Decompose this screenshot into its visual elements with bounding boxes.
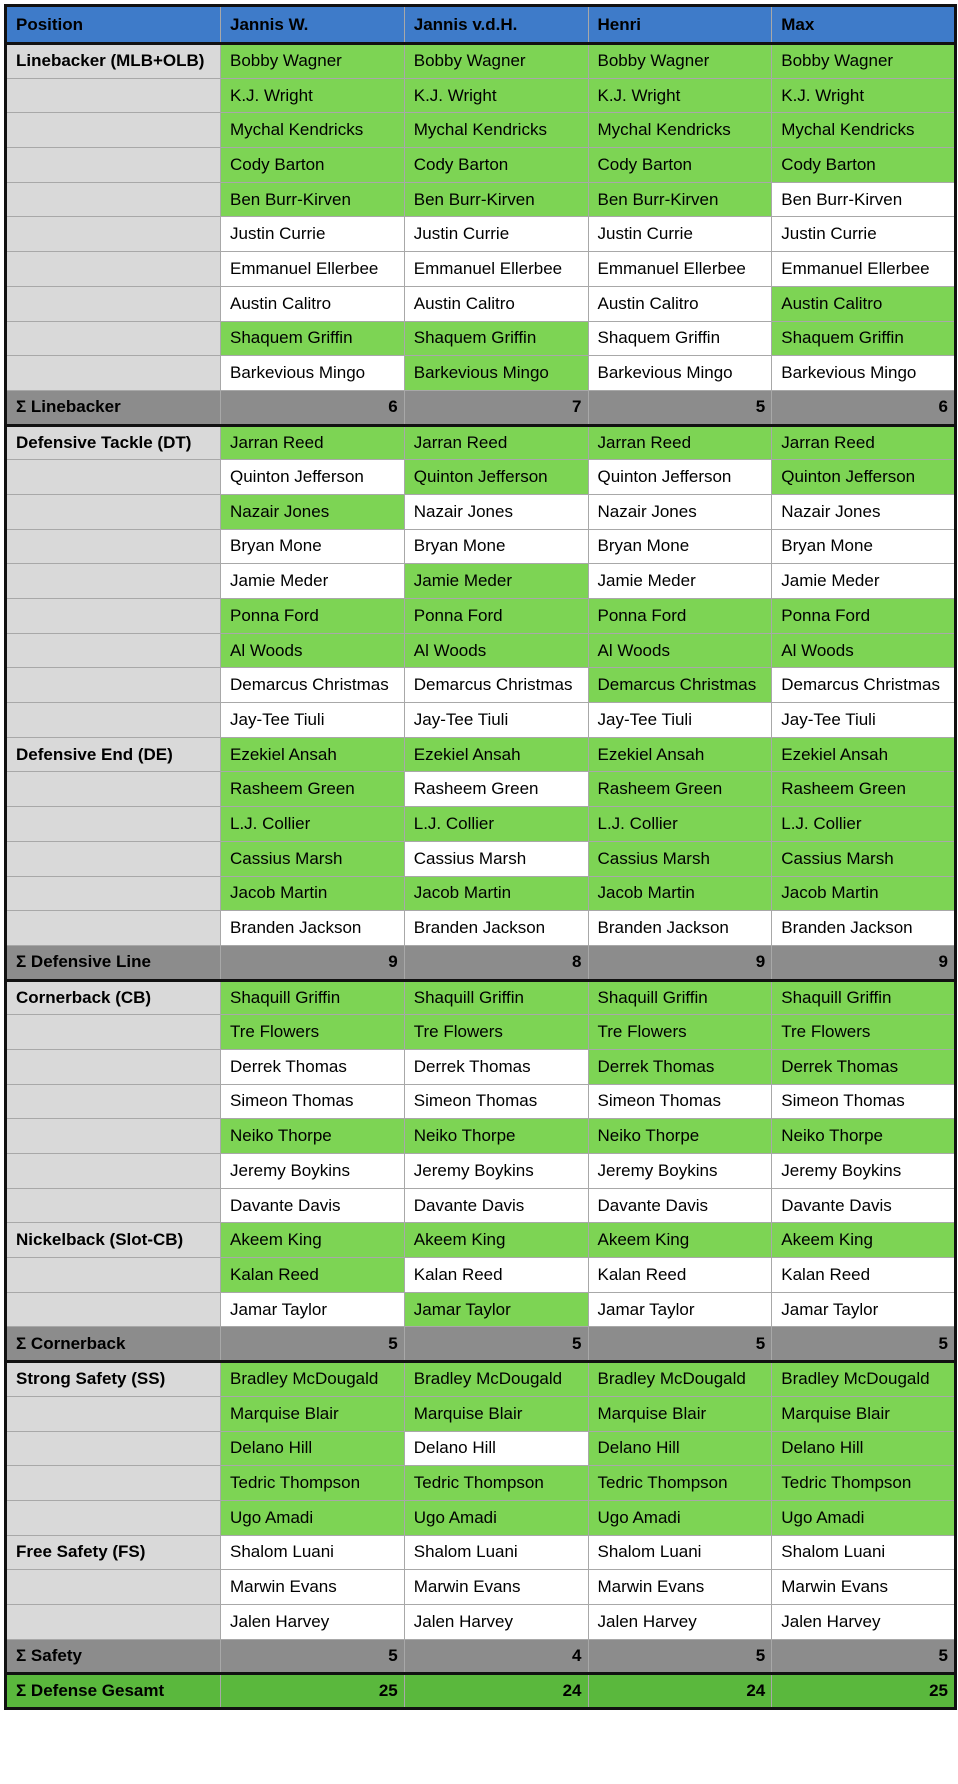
player-cell-col-1[interactable]: Jacob Martin xyxy=(221,876,405,911)
player-cell-col-4[interactable]: Emmanuel Ellerbee xyxy=(772,252,956,287)
player-cell-col-2[interactable]: Jamie Meder xyxy=(404,564,588,599)
player-cell-col-3[interactable]: Jalen Harvey xyxy=(588,1604,772,1639)
table-row xyxy=(6,911,956,946)
player-cell-col-1[interactable]: Demarcus Christmas xyxy=(221,668,405,703)
player-cell-col-1[interactable]: Cassius Marsh xyxy=(221,841,405,876)
player-cell-col-3[interactable]: Ugo Amadi xyxy=(588,1500,772,1535)
sum-value-col-2: 8 xyxy=(404,945,588,980)
table-row xyxy=(6,772,956,807)
player-cell-col-4[interactable]: Mychal Kendricks xyxy=(772,113,956,148)
player-cell-col-4[interactable]: Barkevious Mingo xyxy=(772,356,956,391)
player-cell-col-3[interactable]: Bradley McDougald xyxy=(588,1362,772,1397)
position-cell: Cornerback (CB) xyxy=(6,980,221,1015)
sum-value-col-3: 5 xyxy=(588,1327,772,1362)
player-cell-col-1[interactable]: Ezekiel Ansah xyxy=(221,737,405,772)
position-cell: Strong Safety (SS) xyxy=(6,1362,221,1397)
player-cell-col-1[interactable]: Davante Davis xyxy=(221,1188,405,1223)
player-cell-col-3[interactable]: L.J. Collier xyxy=(588,807,772,842)
sum-value-col-4: 9 xyxy=(772,945,956,980)
position-cell xyxy=(6,1049,221,1084)
player-cell-col-4[interactable]: Justin Currie xyxy=(772,217,956,252)
player-cell-col-1[interactable]: Ponna Ford xyxy=(221,599,405,634)
player-cell-col-2[interactable]: Jarran Reed xyxy=(404,425,588,460)
player-cell-col-1[interactable]: Shaquem Griffin xyxy=(221,321,405,356)
position-cell: Defensive Tackle (DT) xyxy=(6,425,221,460)
table-row xyxy=(6,703,956,738)
player-cell-col-3[interactable]: Tre Flowers xyxy=(588,1015,772,1050)
player-cell-col-2[interactable]: Shaquill Griffin xyxy=(404,980,588,1015)
sum-label: Σ Linebacker xyxy=(6,390,221,425)
player-cell-col-2[interactable]: Quinton Jefferson xyxy=(404,460,588,495)
player-cell-col-2[interactable]: Cody Barton xyxy=(404,148,588,183)
position-cell xyxy=(6,113,221,148)
player-cell-col-1[interactable]: Jeremy Boykins xyxy=(221,1154,405,1189)
player-cell-col-2[interactable]: Marwin Evans xyxy=(404,1570,588,1605)
table-row xyxy=(6,564,956,599)
table-row xyxy=(6,217,956,252)
position-cell xyxy=(6,1570,221,1605)
position-cell xyxy=(6,668,221,703)
player-cell-col-2[interactable]: Jacob Martin xyxy=(404,876,588,911)
player-cell-col-3[interactable]: Shaquem Griffin xyxy=(588,321,772,356)
player-cell-col-4[interactable]: Jay-Tee Tiuli xyxy=(772,703,956,738)
total-label: Σ Defense Gesamt xyxy=(6,1674,221,1709)
table-row xyxy=(6,182,956,217)
player-cell-col-1[interactable]: Kalan Reed xyxy=(221,1258,405,1293)
table-row xyxy=(6,252,956,287)
position-cell xyxy=(6,1015,221,1050)
position-cell xyxy=(6,252,221,287)
player-cell-col-4[interactable]: Tedric Thompson xyxy=(772,1466,956,1501)
position-cell xyxy=(6,182,221,217)
position-cell xyxy=(6,807,221,842)
header-player-1: Jannis W. xyxy=(221,6,405,44)
position-cell xyxy=(6,286,221,321)
player-cell-col-2[interactable]: Neiko Thorpe xyxy=(404,1119,588,1154)
player-cell-col-3[interactable]: Neiko Thorpe xyxy=(588,1119,772,1154)
player-cell-col-4[interactable]: Nazair Jones xyxy=(772,494,956,529)
position-cell xyxy=(6,1188,221,1223)
header-player-4: Max xyxy=(772,6,956,44)
player-cell-col-2[interactable]: Simeon Thomas xyxy=(404,1084,588,1119)
defense-picks-table xyxy=(4,4,957,1710)
player-cell-col-3[interactable]: Delano Hill xyxy=(588,1431,772,1466)
table-row xyxy=(6,425,956,460)
player-cell-col-3[interactable]: Kalan Reed xyxy=(588,1258,772,1293)
table-row xyxy=(6,1119,956,1154)
player-cell-col-2[interactable]: Mychal Kendricks xyxy=(404,113,588,148)
player-cell-col-1[interactable]: Derrek Thomas xyxy=(221,1049,405,1084)
player-cell-col-4[interactable]: Bobby Wagner xyxy=(772,44,956,79)
player-cell-col-2[interactable]: Shalom Luani xyxy=(404,1535,588,1570)
player-cell-col-2[interactable]: Tedric Thompson xyxy=(404,1466,588,1501)
player-cell-col-1[interactable]: Jarran Reed xyxy=(221,425,405,460)
player-cell-col-4[interactable]: Ugo Amadi xyxy=(772,1500,956,1535)
table-row xyxy=(6,78,956,113)
total-value-col-4: 25 xyxy=(772,1674,956,1709)
player-cell-col-1[interactable]: Tre Flowers xyxy=(221,1015,405,1050)
player-cell-col-4[interactable]: Shalom Luani xyxy=(772,1535,956,1570)
player-cell-col-1[interactable]: L.J. Collier xyxy=(221,807,405,842)
total-row xyxy=(6,1674,956,1709)
player-cell-col-2[interactable]: Al Woods xyxy=(404,633,588,668)
player-cell-col-2[interactable]: Barkevious Mingo xyxy=(404,356,588,391)
position-cell xyxy=(6,1500,221,1535)
player-cell-col-1[interactable]: Mychal Kendricks xyxy=(221,113,405,148)
player-cell-col-1[interactable]: Bradley McDougald xyxy=(221,1362,405,1397)
player-cell-col-3[interactable]: Quinton Jefferson xyxy=(588,460,772,495)
player-cell-col-3[interactable]: Barkevious Mingo xyxy=(588,356,772,391)
position-cell xyxy=(6,1084,221,1119)
player-cell-col-4[interactable]: Derrek Thomas xyxy=(772,1049,956,1084)
table-row xyxy=(6,1431,956,1466)
sum-value-col-4: 5 xyxy=(772,1327,956,1362)
position-cell xyxy=(6,529,221,564)
position-cell xyxy=(6,1258,221,1293)
player-cell-col-2[interactable]: Ben Burr-Kirven xyxy=(404,182,588,217)
position-cell xyxy=(6,564,221,599)
table-row xyxy=(6,737,956,772)
position-cell xyxy=(6,911,221,946)
player-cell-col-1[interactable]: Shaquill Griffin xyxy=(221,980,405,1015)
player-cell-col-3[interactable]: Jamie Meder xyxy=(588,564,772,599)
position-cell: Defensive End (DE) xyxy=(6,737,221,772)
position-cell xyxy=(6,1292,221,1327)
player-cell-col-3[interactable]: Nazair Jones xyxy=(588,494,772,529)
table-row xyxy=(6,1188,956,1223)
player-cell-col-4[interactable]: Al Woods xyxy=(772,633,956,668)
player-cell-col-4[interactable]: Delano Hill xyxy=(772,1431,956,1466)
table-row xyxy=(6,668,956,703)
player-cell-col-4[interactable]: Akeem King xyxy=(772,1223,956,1258)
sum-row xyxy=(6,390,956,425)
player-cell-col-3[interactable]: Shaquill Griffin xyxy=(588,980,772,1015)
table-row xyxy=(6,1223,956,1258)
player-cell-col-3[interactable]: Branden Jackson xyxy=(588,911,772,946)
player-cell-col-4[interactable]: Austin Calitro xyxy=(772,286,956,321)
player-cell-col-2[interactable]: L.J. Collier xyxy=(404,807,588,842)
player-cell-col-1[interactable]: Shalom Luani xyxy=(221,1535,405,1570)
player-cell-col-1[interactable]: Delano Hill xyxy=(221,1431,405,1466)
player-cell-col-2[interactable]: Tre Flowers xyxy=(404,1015,588,1050)
player-cell-col-2[interactable]: Davante Davis xyxy=(404,1188,588,1223)
table-row xyxy=(6,494,956,529)
table-row xyxy=(6,1084,956,1119)
player-cell-col-4[interactable]: Neiko Thorpe xyxy=(772,1119,956,1154)
player-cell-col-1[interactable]: Branden Jackson xyxy=(221,911,405,946)
total-value-col-3: 24 xyxy=(588,1674,772,1709)
position-cell xyxy=(6,1119,221,1154)
player-cell-col-4[interactable]: Ezekiel Ansah xyxy=(772,737,956,772)
player-cell-col-4[interactable]: L.J. Collier xyxy=(772,807,956,842)
header-row xyxy=(6,6,956,44)
player-cell-col-1[interactable]: Bryan Mone xyxy=(221,529,405,564)
player-cell-col-2[interactable]: Akeem King xyxy=(404,1223,588,1258)
position-cell xyxy=(6,841,221,876)
table-row xyxy=(6,529,956,564)
player-cell-col-3[interactable]: Ben Burr-Kirven xyxy=(588,182,772,217)
player-cell-col-2[interactable]: Marquise Blair xyxy=(404,1396,588,1431)
player-cell-col-4[interactable]: Ponna Ford xyxy=(772,599,956,634)
position-cell xyxy=(6,772,221,807)
position-cell xyxy=(6,876,221,911)
player-cell-col-1[interactable]: Simeon Thomas xyxy=(221,1084,405,1119)
table-row xyxy=(6,633,956,668)
position-cell xyxy=(6,217,221,252)
sum-value-col-1: 9 xyxy=(221,945,405,980)
player-cell-col-4[interactable]: Bryan Mone xyxy=(772,529,956,564)
player-cell-col-4[interactable]: Bradley McDougald xyxy=(772,1362,956,1397)
player-cell-col-1[interactable]: Marquise Blair xyxy=(221,1396,405,1431)
player-cell-col-2[interactable]: Demarcus Christmas xyxy=(404,668,588,703)
player-cell-col-4[interactable]: Tre Flowers xyxy=(772,1015,956,1050)
sum-label: Σ Safety xyxy=(6,1639,221,1674)
table-body xyxy=(6,44,956,1709)
table-row xyxy=(6,286,956,321)
position-cell xyxy=(6,1466,221,1501)
table-row xyxy=(6,841,956,876)
position-cell xyxy=(6,321,221,356)
position-cell xyxy=(6,1154,221,1189)
table-row xyxy=(6,1500,956,1535)
player-cell-col-3[interactable]: Derrek Thomas xyxy=(588,1049,772,1084)
sum-label: Σ Cornerback xyxy=(6,1327,221,1362)
table-row xyxy=(6,356,956,391)
player-cell-col-1[interactable]: Jamie Meder xyxy=(221,564,405,599)
header-player-2: Jannis v.d.H. xyxy=(404,6,588,44)
player-cell-col-1[interactable]: Marwin Evans xyxy=(221,1570,405,1605)
position-cell xyxy=(6,78,221,113)
player-cell-col-2[interactable]: Ugo Amadi xyxy=(404,1500,588,1535)
position-cell xyxy=(6,460,221,495)
player-cell-col-2[interactable]: Bradley McDougald xyxy=(404,1362,588,1397)
player-cell-col-1[interactable]: Emmanuel Ellerbee xyxy=(221,252,405,287)
player-cell-col-1[interactable]: Jay-Tee Tiuli xyxy=(221,703,405,738)
sum-row xyxy=(6,1639,956,1674)
player-cell-col-1[interactable]: Barkevious Mingo xyxy=(221,356,405,391)
player-cell-col-4[interactable]: Shaquill Griffin xyxy=(772,980,956,1015)
player-cell-col-3[interactable]: Cody Barton xyxy=(588,148,772,183)
player-cell-col-2[interactable]: Kalan Reed xyxy=(404,1258,588,1293)
player-cell-col-3[interactable]: Marwin Evans xyxy=(588,1570,772,1605)
player-cell-col-2[interactable]: Emmanuel Ellerbee xyxy=(404,252,588,287)
player-cell-col-4[interactable]: Rasheem Green xyxy=(772,772,956,807)
player-cell-col-3[interactable]: Demarcus Christmas xyxy=(588,668,772,703)
player-cell-col-3[interactable]: Rasheem Green xyxy=(588,772,772,807)
position-cell xyxy=(6,1604,221,1639)
table-row xyxy=(6,1015,956,1050)
player-cell-col-1[interactable]: Quinton Jefferson xyxy=(221,460,405,495)
player-cell-col-4[interactable]: Demarcus Christmas xyxy=(772,668,956,703)
player-cell-col-4[interactable]: Davante Davis xyxy=(772,1188,956,1223)
table-row xyxy=(6,1258,956,1293)
sum-row xyxy=(6,1327,956,1362)
player-cell-col-3[interactable]: Davante Davis xyxy=(588,1188,772,1223)
table-row xyxy=(6,1049,956,1084)
position-cell: Linebacker (MLB+OLB) xyxy=(6,44,221,79)
player-cell-col-4[interactable]: Branden Jackson xyxy=(772,911,956,946)
position-cell: Nickelback (Slot-CB) xyxy=(6,1223,221,1258)
total-value-col-1: 25 xyxy=(221,1674,405,1709)
player-cell-col-4[interactable]: Jamar Taylor xyxy=(772,1292,956,1327)
player-cell-col-1[interactable]: Al Woods xyxy=(221,633,405,668)
table-row xyxy=(6,321,956,356)
position-cell xyxy=(6,356,221,391)
player-cell-col-4[interactable]: Marwin Evans xyxy=(772,1570,956,1605)
player-cell-col-3[interactable]: Cassius Marsh xyxy=(588,841,772,876)
player-cell-col-1[interactable]: Nazair Jones xyxy=(221,494,405,529)
header-position: Position xyxy=(6,6,221,44)
player-cell-col-1[interactable]: K.J. Wright xyxy=(221,78,405,113)
table-row xyxy=(6,1292,956,1327)
sum-value-col-2: 5 xyxy=(404,1327,588,1362)
sum-value-col-1: 5 xyxy=(221,1327,405,1362)
total-value-col-2: 24 xyxy=(404,1674,588,1709)
player-cell-col-2[interactable]: Justin Currie xyxy=(404,217,588,252)
position-cell xyxy=(6,703,221,738)
player-cell-col-2[interactable]: Shaquem Griffin xyxy=(404,321,588,356)
player-cell-col-2[interactable]: Cassius Marsh xyxy=(404,841,588,876)
player-cell-col-3[interactable]: Jacob Martin xyxy=(588,876,772,911)
player-cell-col-4[interactable]: Jamie Meder xyxy=(772,564,956,599)
position-cell xyxy=(6,633,221,668)
player-cell-col-3[interactable]: Al Woods xyxy=(588,633,772,668)
player-cell-col-2[interactable]: Delano Hill xyxy=(404,1431,588,1466)
table-row xyxy=(6,460,956,495)
player-cell-col-4[interactable]: Jarran Reed xyxy=(772,425,956,460)
table-row xyxy=(6,1604,956,1639)
player-cell-col-4[interactable]: Jalen Harvey xyxy=(772,1604,956,1639)
sum-row xyxy=(6,945,956,980)
player-cell-col-2[interactable]: Bobby Wagner xyxy=(404,44,588,79)
position-cell xyxy=(6,599,221,634)
table-row xyxy=(6,1154,956,1189)
player-cell-col-2[interactable]: Rasheem Green xyxy=(404,772,588,807)
table-row xyxy=(6,876,956,911)
sum-value-col-4: 6 xyxy=(772,390,956,425)
player-cell-col-1[interactable]: Jalen Harvey xyxy=(221,1604,405,1639)
player-cell-col-4[interactable]: Jeremy Boykins xyxy=(772,1154,956,1189)
player-cell-col-3[interactable]: Bobby Wagner xyxy=(588,44,772,79)
sum-value-col-2: 4 xyxy=(404,1639,588,1674)
player-cell-col-2[interactable]: Ponna Ford xyxy=(404,599,588,634)
player-cell-col-4[interactable]: Simeon Thomas xyxy=(772,1084,956,1119)
player-cell-col-3[interactable]: Emmanuel Ellerbee xyxy=(588,252,772,287)
player-cell-col-2[interactable]: K.J. Wright xyxy=(404,78,588,113)
player-cell-col-1[interactable]: Jamar Taylor xyxy=(221,1292,405,1327)
player-cell-col-4[interactable]: Cody Barton xyxy=(772,148,956,183)
player-cell-col-3[interactable]: Jay-Tee Tiuli xyxy=(588,703,772,738)
player-cell-col-3[interactable]: Marquise Blair xyxy=(588,1396,772,1431)
player-cell-col-1[interactable]: Ben Burr-Kirven xyxy=(221,182,405,217)
player-cell-col-1[interactable]: Ugo Amadi xyxy=(221,1500,405,1535)
position-cell xyxy=(6,148,221,183)
position-cell xyxy=(6,494,221,529)
table-row xyxy=(6,148,956,183)
player-cell-col-3[interactable]: Jarran Reed xyxy=(588,425,772,460)
player-cell-col-3[interactable]: Simeon Thomas xyxy=(588,1084,772,1119)
player-cell-col-4[interactable]: Jacob Martin xyxy=(772,876,956,911)
sum-value-col-3: 5 xyxy=(588,1639,772,1674)
position-cell: Free Safety (FS) xyxy=(6,1535,221,1570)
player-cell-col-1[interactable]: Bobby Wagner xyxy=(221,44,405,79)
table-row xyxy=(6,599,956,634)
player-cell-col-1[interactable]: Tedric Thompson xyxy=(221,1466,405,1501)
player-cell-col-3[interactable]: Ponna Ford xyxy=(588,599,772,634)
player-cell-col-2[interactable]: Jamar Taylor xyxy=(404,1292,588,1327)
player-cell-col-2[interactable]: Derrek Thomas xyxy=(404,1049,588,1084)
player-cell-col-1[interactable]: Austin Calitro xyxy=(221,286,405,321)
sum-label: Σ Defensive Line xyxy=(6,945,221,980)
table-row xyxy=(6,44,956,79)
table-row xyxy=(6,113,956,148)
table-row xyxy=(6,1396,956,1431)
player-cell-col-2[interactable]: Branden Jackson xyxy=(404,911,588,946)
player-cell-col-3[interactable]: Jeremy Boykins xyxy=(588,1154,772,1189)
header-player-3: Henri xyxy=(588,6,772,44)
player-cell-col-2[interactable]: Jalen Harvey xyxy=(404,1604,588,1639)
player-cell-col-2[interactable]: Jay-Tee Tiuli xyxy=(404,703,588,738)
player-cell-col-3[interactable]: Akeem King xyxy=(588,1223,772,1258)
player-cell-col-3[interactable]: Bryan Mone xyxy=(588,529,772,564)
table-row xyxy=(6,1535,956,1570)
table-row xyxy=(6,1466,956,1501)
player-cell-col-1[interactable]: Neiko Thorpe xyxy=(221,1119,405,1154)
table-row xyxy=(6,807,956,842)
player-cell-col-1[interactable]: Akeem King xyxy=(221,1223,405,1258)
player-cell-col-3[interactable]: Shalom Luani xyxy=(588,1535,772,1570)
sum-value-col-3: 5 xyxy=(588,390,772,425)
sum-value-col-2: 7 xyxy=(404,390,588,425)
position-cell xyxy=(6,1431,221,1466)
player-cell-col-4[interactable]: Quinton Jefferson xyxy=(772,460,956,495)
table-row xyxy=(6,980,956,1015)
sum-value-col-1: 5 xyxy=(221,1639,405,1674)
player-cell-col-3[interactable]: Austin Calitro xyxy=(588,286,772,321)
player-cell-col-3[interactable]: Jamar Taylor xyxy=(588,1292,772,1327)
player-cell-col-1[interactable]: Justin Currie xyxy=(221,217,405,252)
sum-value-col-4: 5 xyxy=(772,1639,956,1674)
sum-value-col-1: 6 xyxy=(221,390,405,425)
player-cell-col-3[interactable]: Justin Currie xyxy=(588,217,772,252)
table-row xyxy=(6,1570,956,1605)
player-cell-col-4[interactable]: K.J. Wright xyxy=(772,78,956,113)
player-cell-col-4[interactable]: Kalan Reed xyxy=(772,1258,956,1293)
player-cell-col-3[interactable]: Ezekiel Ansah xyxy=(588,737,772,772)
player-cell-col-2[interactable]: Bryan Mone xyxy=(404,529,588,564)
player-cell-col-1[interactable]: Cody Barton xyxy=(221,148,405,183)
player-cell-col-3[interactable]: K.J. Wright xyxy=(588,78,772,113)
player-cell-col-2[interactable]: Austin Calitro xyxy=(404,286,588,321)
player-cell-col-2[interactable]: Nazair Jones xyxy=(404,494,588,529)
player-cell-col-4[interactable]: Ben Burr-Kirven xyxy=(772,182,956,217)
player-cell-col-2[interactable]: Ezekiel Ansah xyxy=(404,737,588,772)
player-cell-col-2[interactable]: Jeremy Boykins xyxy=(404,1154,588,1189)
sum-value-col-3: 9 xyxy=(588,945,772,980)
position-cell xyxy=(6,1396,221,1431)
player-cell-col-1[interactable]: Rasheem Green xyxy=(221,772,405,807)
player-cell-col-4[interactable]: Marquise Blair xyxy=(772,1396,956,1431)
player-cell-col-3[interactable]: Mychal Kendricks xyxy=(588,113,772,148)
player-cell-col-4[interactable]: Cassius Marsh xyxy=(772,841,956,876)
player-cell-col-4[interactable]: Shaquem Griffin xyxy=(772,321,956,356)
player-cell-col-3[interactable]: Tedric Thompson xyxy=(588,1466,772,1501)
table-row xyxy=(6,1362,956,1397)
